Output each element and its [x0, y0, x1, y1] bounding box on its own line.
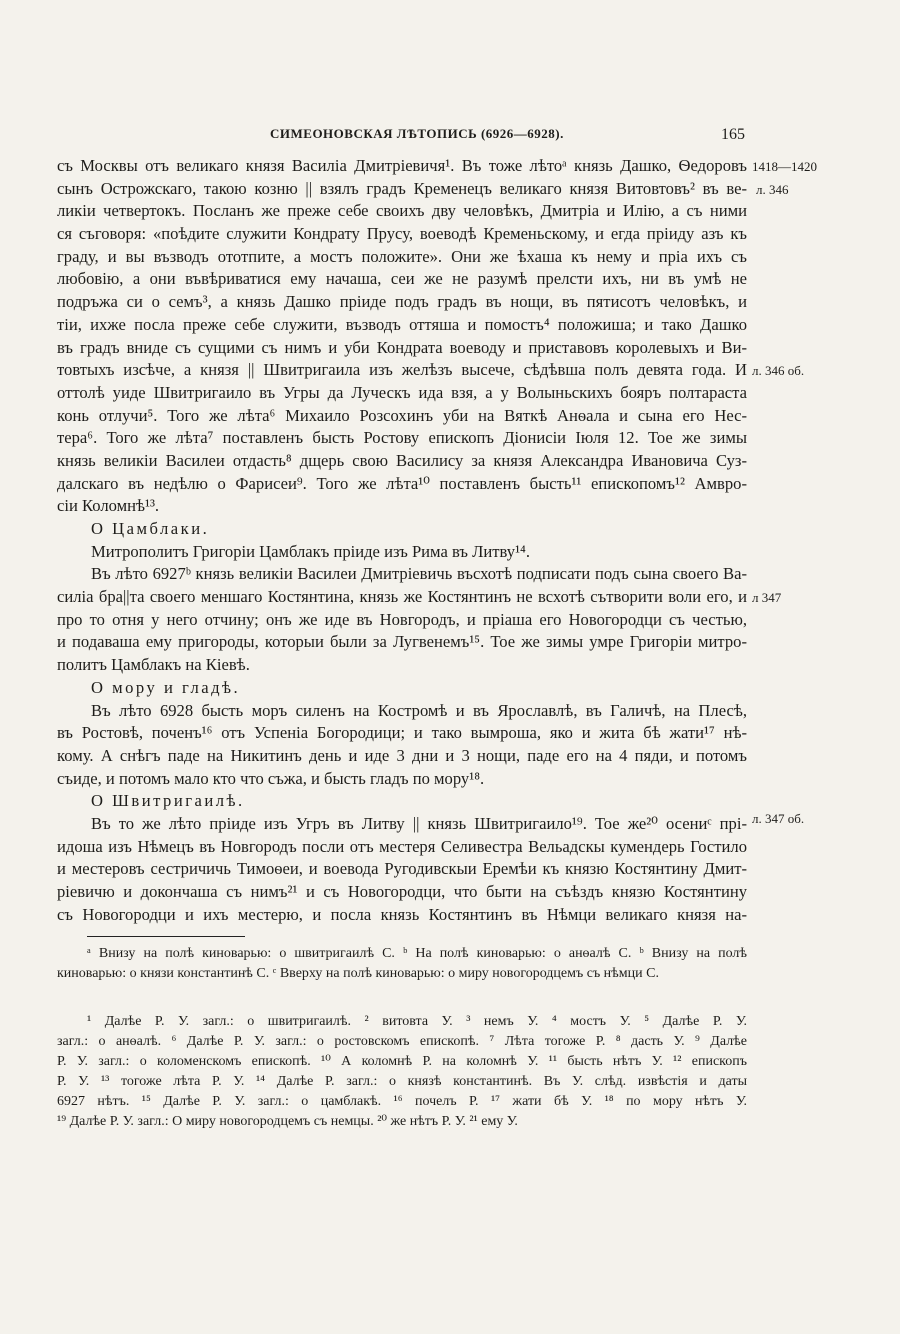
margin-note-folio: л. 347 об. [752, 811, 805, 826]
footnote-line: 6927 нѣтъ. ¹⁵ Далѣе Р. У. загл.: о цамблакѣ. ¹⁶ почелъ Р. ¹⁷ жати бѣ У. ¹⁸ по мору нѣтъ У. [57, 1094, 747, 1109]
footnote-line: ¹⁹ Далѣе Р. У. загл.: О миру новогородцемъ съ немцы. ²⁰ же нѣтъ Р. У. ²¹ ему У. [57, 1114, 518, 1129]
text-line: политъ Цамблакъ на Кіевѣ. [57, 655, 250, 675]
margin-note-years: 1418—1420 [752, 159, 817, 174]
text-line: подръжа си о семъ³, а князь Дашко пріиде подъ градъ въ нощи, въ пятисотъ человѣкъ, и [57, 292, 747, 312]
margin-note-folio: л. 346 [756, 182, 789, 197]
text-line: Въ то же лѣто пріиде изъ Угръ въ Литву || князь Швитригаило¹⁹. Тое же²⁰ осениᶜ прі- [91, 813, 747, 833]
text-line: Митрополитъ Григоріи Цамблакъ пріиде изъ Рима въ Литву¹⁴. [91, 541, 530, 561]
margin-note-folio: л 347 [752, 590, 782, 605]
footnote-line: киноварью: о князи константинѣ С. ᶜ Вверху на полѣ киноварью: о миру новогородцемъ съ нѣмци С. [57, 966, 659, 981]
text-line: сіи Коломнѣ¹³. [57, 496, 160, 516]
page-number: 165 [721, 126, 745, 143]
footnote-line: загл.: о анѳалѣ. ⁶ Далѣе Р. У. загл.: о ростовскомъ епископѣ. ⁷ Лѣта тогоже Р. ⁸ дасть У. ⁹ Далѣе [57, 1034, 747, 1049]
footnote-line: ᵃ Внизу на полѣ киноварью: о швитригаилѣ С. ᵇ На полѣ киноварью: о анѳалѣ С. ᵇ Внизу на полѣ [87, 946, 747, 961]
text-line: граду, и вы възводъ ототпите, а мостъ положите». Они же ѣхаша къ нему и пріа ихъ съ [57, 246, 747, 266]
text-line: ся съговоря: «поѣдите служити Кондрату Прусу, воеводѣ Кременьскому, и егда пріиду азъ къ [57, 224, 747, 244]
running-header [270, 126, 745, 146]
text-line: любовію, а они въвѣриватися ему начаша, сеи же не разумѣ прелсти ихъ, ни въ умѣ не [57, 269, 747, 289]
section-heading: О мору и гладѣ. [91, 677, 241, 697]
text-line: оттолѣ уиде Швитригаило въ Угры да Луческъ ида взя, а у Волыньскихъ бояръ полтараста [57, 382, 747, 402]
text-line: ликіи четвертокъ. Посланъ же преже себе своихъ дву человѣкъ, Дмитріа и Илію, а съ ними [57, 201, 747, 221]
text-line: кому. А снѣгъ паде на Никитинъ день и иде 3 дни и 3 нощи, паде его на 4 пяди, и потомъ [57, 745, 747, 765]
page-title: СИМЕОНОВСКАЯ ЛѢТОПИСЬ (6926—6928). [270, 126, 564, 141]
text-line: сынъ Острожскаго, такою козню || взялъ градъ Кременецъ великаго князя Витовтовъ² въ ве- [57, 178, 747, 198]
text-line: ріевичю и докончаша съ нимъ²¹ и съ Новогородци, что быти на съѣздъ князю Костянтину [57, 882, 747, 901]
text-line: съиде, и потомъ мало кто что съжа, и бысть гладъ по мору¹⁸. [57, 768, 485, 788]
text-line: товтыхъ изсѣче, а князя || Швитригаила изъ желѣзъ высече, сѣдѣвша полъ девята года. И [57, 360, 747, 380]
section-heading: О Цамблаки. [91, 519, 210, 538]
text-line: идоша изъ Нѣмецъ въ Новгородъ посли отъ местеря Селивестра Вельадскы кумендерь Гостило [57, 836, 747, 856]
text-line: тера⁶. Того же лѣта⁷ поставленъ бысть Ростову епископъ Діонисіи Іюля 12. Тое же зимы [57, 428, 747, 448]
footnote-divider [87, 936, 245, 937]
text-line: Въ лѣто 6928 бысть моръ силенъ на Костромѣ и въ Ярославлѣ, въ Галичѣ, на Плесѣ, [91, 700, 747, 720]
footnote-line: Р. У. ¹³ тогоже лѣта Р. У. ¹⁴ Далѣе Р. загл.: о князѣ константинѣ. Въ У. слѣд. извѣстія и даты [57, 1074, 747, 1089]
text-line: далскаго въ недѣлю о Фарисеи⁹. Того же лѣта¹⁰ поставленъ бысть¹¹ епископомъ¹² Амвро- [57, 473, 747, 493]
text-line: тіи, ихже посла преже себе служити, възводъ оттяша и помостъ⁴ положиша; и тако Дашко [57, 314, 747, 334]
text-line: силіа бра||та своего меншаго Костянтина, князь же Костянтинъ не всхотѣ сътворити воли его, и [57, 587, 747, 607]
text-line: въ градъ вниде съ сущими съ нимъ и уби Кондрата воеводу и приставовъ королевыхъ и Ви- [57, 337, 747, 357]
section-heading: О Швитригаилѣ. [91, 791, 245, 811]
text-line: и подаваша ему пригороды, которыи были за Лугвенемъ¹⁵. Тое же зимы умре Григоріи митро- [57, 632, 747, 652]
letter-footnotes [57, 944, 747, 984]
main-text [57, 155, 747, 926]
text-line: Въ лѣто 6927ᵇ князь великіи Василеи Дмитріевичь въсхотѣ подписати подъ сына своего Ва- [91, 564, 747, 584]
text-line: про то отня у него отчину; онъ же иде въ Новгородъ, и пріаша его Новогородци съ честью, [57, 609, 747, 629]
text-line: съ Новогородци и ихъ местерю, и посла князь Костянтинъ въ Нѣмци великаго князя на- [57, 904, 747, 924]
text-line: конь отлучи⁵. Того же лѣта⁶ Михаило Розсохинъ уби на Вяткѣ Анѳала и сына его Нес- [57, 405, 747, 425]
text-line: въ Ростовѣ, поченъ¹⁶ отъ Успеніа Богородици; и тако вымроша, яко и жита бѣ жати¹⁷ нѣ- [57, 723, 747, 743]
text-line: и местеровъ сестричичь Тимоѳеи, и воевода Ругодивскыи Еремѣи къ князю Костянтину Дмит- [57, 859, 747, 879]
number-footnotes [57, 1012, 747, 1132]
text-line: съ Москвы отъ великаго князя Василіа Дмитріевичя¹. Въ тоже лѣтоᵃ князь Дашко, Ѳедоровъ [57, 156, 747, 175]
text-line: князь великіи Василеи отдасть⁸ дщерь свою Василису за князя Александра Ивановича Суз- [57, 450, 747, 470]
footnote-line: Р. У. загл.: о коломенскомъ епископѣ. ¹⁰ А коломнѣ Р. на коломнѣ У. ¹¹ бысть нѣтъ У. ¹² епископъ [57, 1054, 747, 1069]
margin-note-folio: л. 346 об. [752, 363, 805, 378]
footnote-line: ¹ Далѣе Р. У. загл.: о швитригаилѣ. ² витовта У. ³ немъ У. ⁴ мостъ У. ⁵ Далѣе Р. У. [87, 1014, 747, 1029]
